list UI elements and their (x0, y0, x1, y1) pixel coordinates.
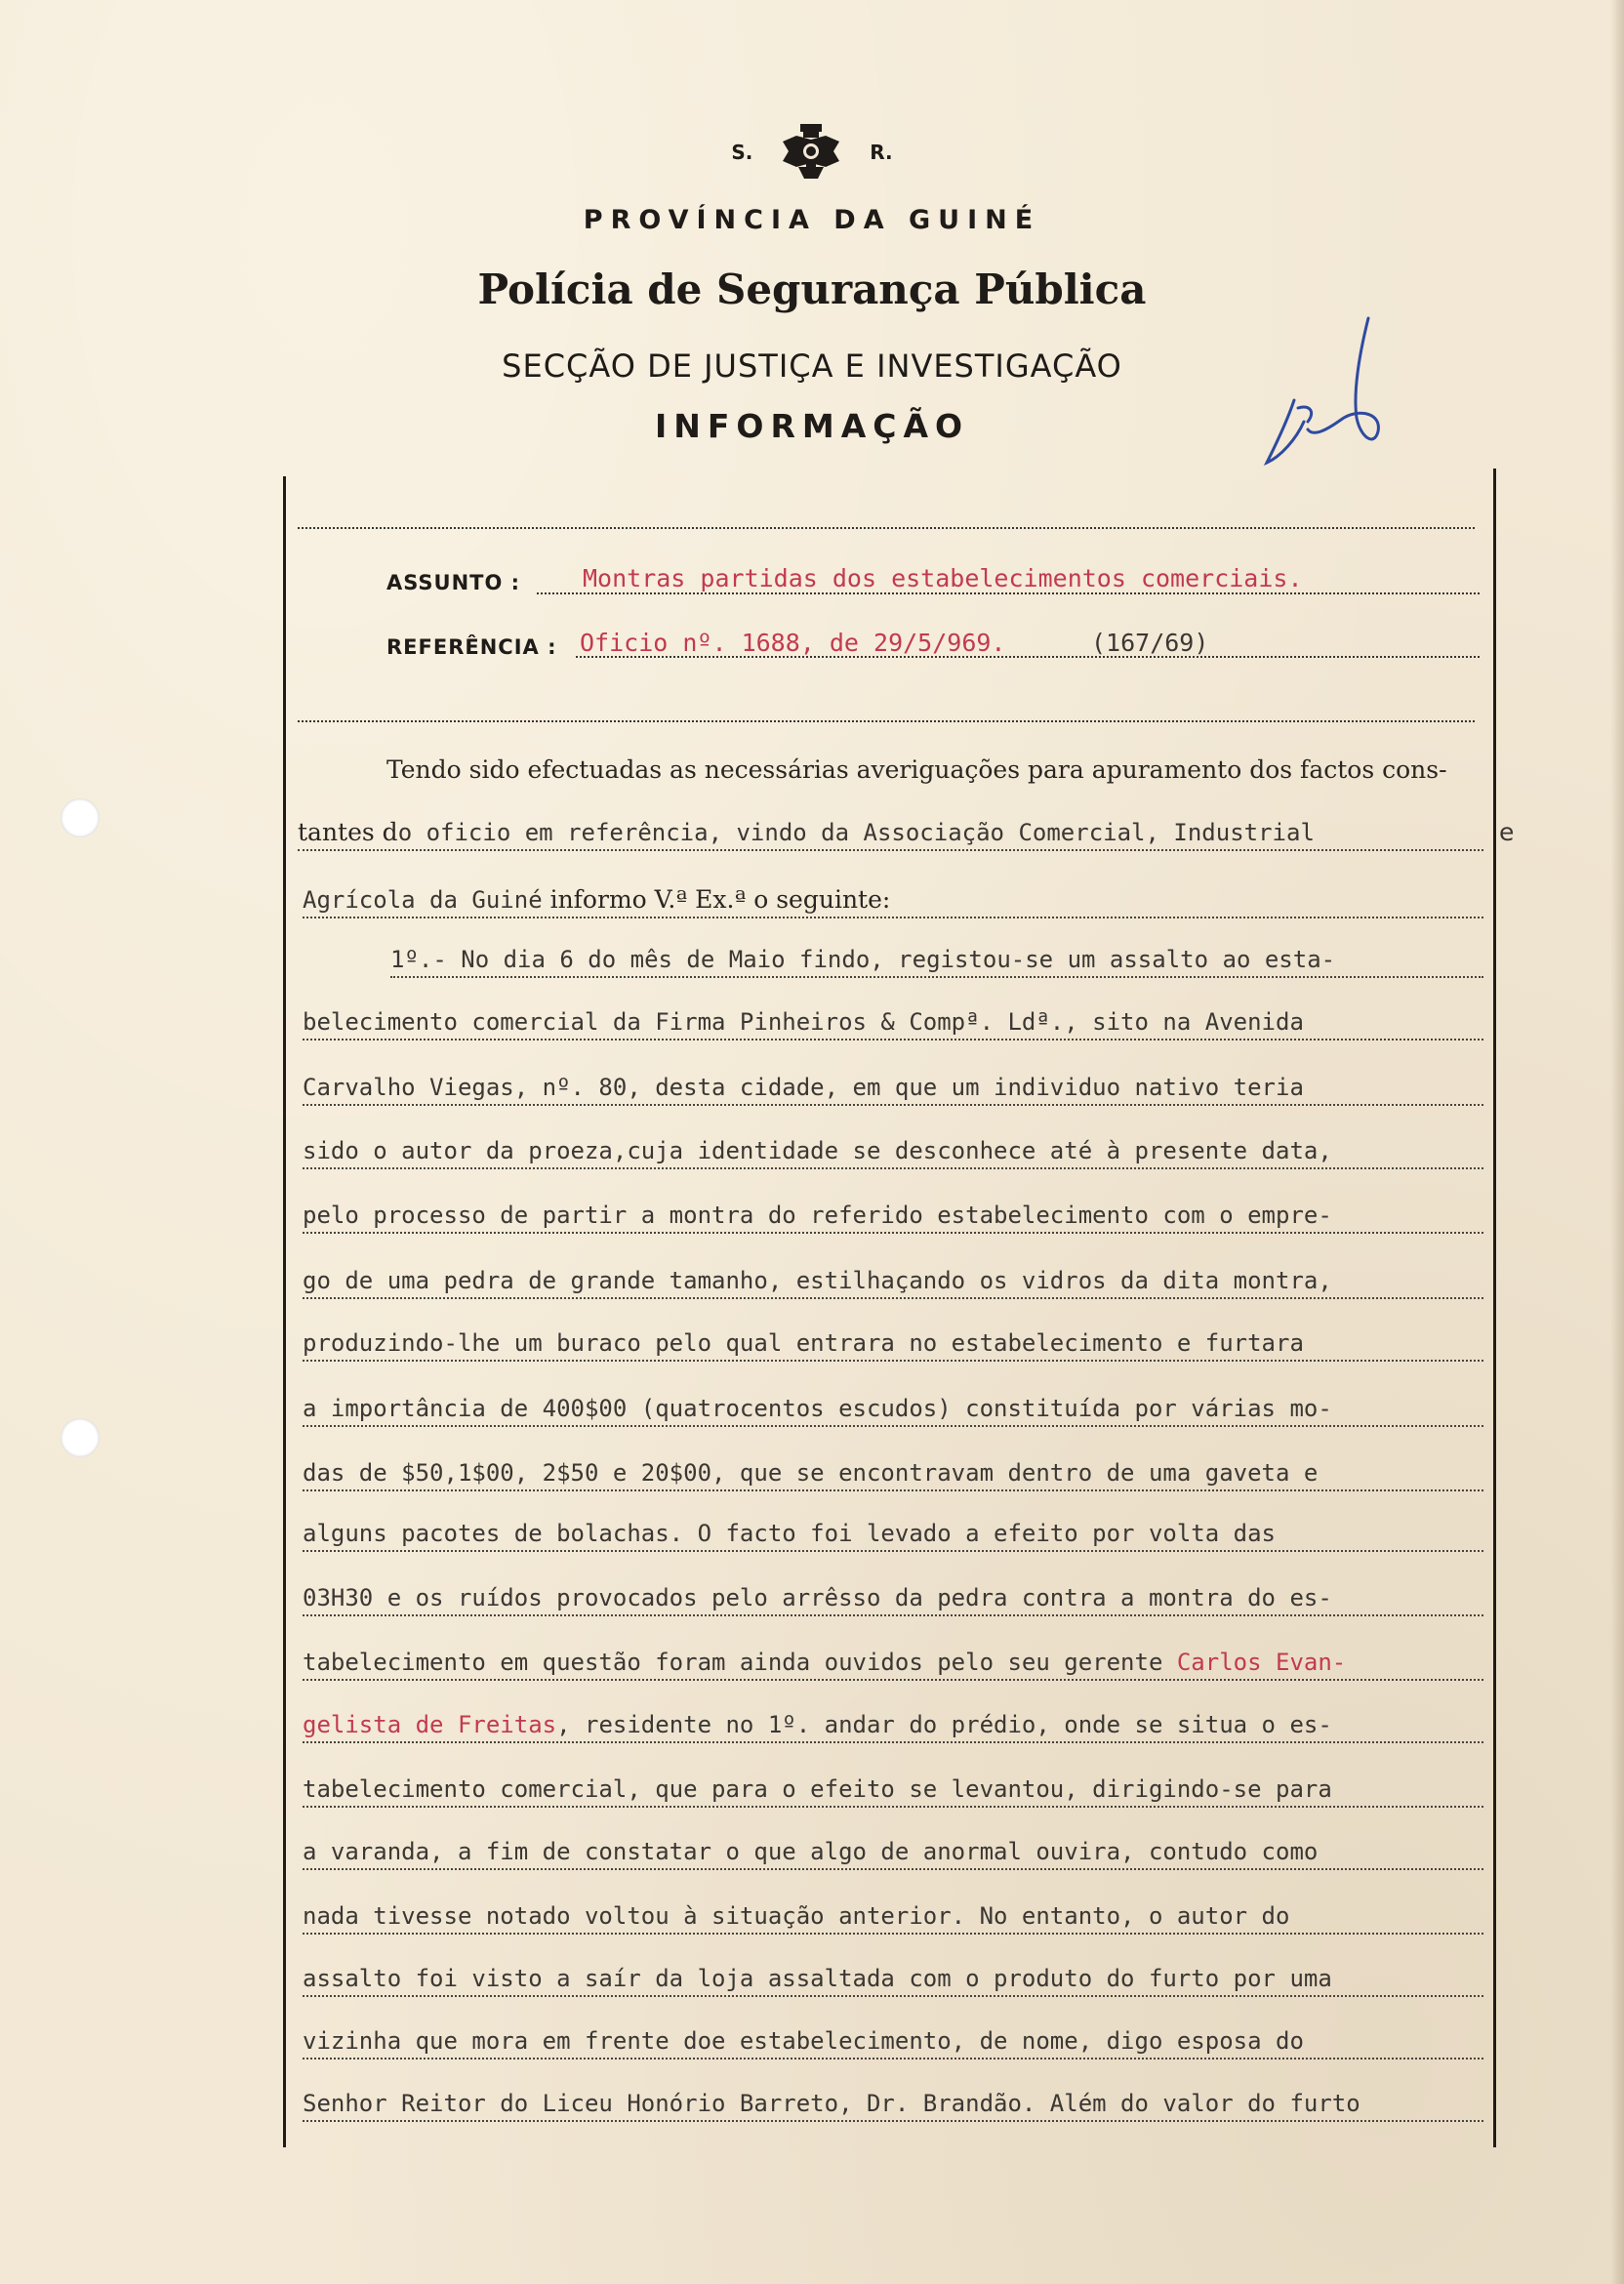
body-line-18: a varanda, a fim de constatar o que algo de anormal ouvira, contudo como (303, 1835, 1483, 1870)
agency-title: Polícia de Segurança Pública (477, 265, 1147, 313)
referencia-underline (576, 656, 1480, 658)
frame-right-line (1493, 469, 1496, 2147)
body-line-12: das de $50,1$00, 2$50 e 20$00, que se encontravam dentro de uma gaveta e (303, 1456, 1483, 1491)
seal-right-letter: R. (870, 141, 893, 164)
assunto-label: ASSUNTO : (386, 571, 521, 594)
body-line-20: assalto foi visto a saír da loja assaltada com o produto do furto por uma (303, 1962, 1483, 1997)
frame-left-line (283, 476, 286, 2147)
body-line-10: produzindo-lhe um buraco pelo qual entrara no estabelecimento e furtara (303, 1326, 1483, 1362)
body-line-13: alguns pacotes de bolachas. O facto foi levado a efeito por volta das (303, 1517, 1483, 1552)
seal-left-letter: S. (731, 141, 753, 164)
body-line-2-typed: o oficio em referência, vindo da Associação Comercial, Industrial (397, 819, 1315, 846)
page-edge-shadow (1610, 0, 1624, 2284)
body-line-19: nada tivesse notado voltou à situação anterior. No entanto, o autor do (303, 1899, 1483, 1935)
seal-row (0, 122, 1624, 183)
body-line-21: vizinha que mora em frente doe estabelecimento, de nome, digo esposa do (303, 2024, 1483, 2060)
body-line-3-serif: informo V.ª Ex.ª o seguinte: (542, 885, 891, 914)
body-line-16 (303, 1708, 1483, 1743)
manager-name-part-2: gelista de Freitas (303, 1711, 557, 1738)
body-line-15 (303, 1646, 1483, 1681)
body-line-17: tabelecimento comercial, que para o efeito se levantou, dirigindo-se para (303, 1773, 1483, 1808)
handwritten-signature (1259, 310, 1386, 476)
body-line-9: go de uma pedra de grande tamanho, estilhaçando os vidros da dita montra, (303, 1264, 1483, 1299)
document-type: INFORMAÇÃO (654, 407, 970, 445)
section-title: SECÇÃO DE JUSTIÇA E INVESTIGAÇÃO (502, 347, 1122, 385)
referencia-extra: (167/69) (1091, 629, 1209, 657)
punch-hole (61, 1418, 100, 1457)
body-line-1: Tendo sido efectuadas as necessárias averiguações para apuramento dos factos cons- (386, 755, 1447, 784)
referencia-value: Oficio nº. 1688, de 29/5/969. (580, 629, 1006, 657)
referencia-label: REFERÊNCIA : (386, 635, 557, 659)
body-line-11: a importância de 400$00 (quatrocentos escudos) constituída por várias mo- (303, 1392, 1483, 1427)
province-title: PROVÍNCIA DA GUINÉ (583, 205, 1041, 235)
coat-of-arms-icon (777, 122, 845, 183)
assunto-underline (537, 592, 1480, 594)
body-line-2-overflow: e (1499, 818, 1515, 846)
body-line-16-text: , residente no 1º. andar do prédio, onde se situa o es- (556, 1711, 1332, 1738)
separator-line (298, 720, 1475, 722)
body-line-2-start: tantes d (298, 818, 398, 846)
manager-name-part-1: Carlos Eva (1176, 1649, 1319, 1676)
body-line-6: Carvalho Viegas, nº. 80, desta cidade, em que um individuo nativo teria (303, 1071, 1483, 1106)
body-line-15-end: n- (1318, 1649, 1347, 1676)
assunto-value: Montras partidas dos estabelecimentos comerciais. (583, 564, 1303, 592)
body-line-7: sido o autor da proeza,cuja identidade se desconhece até à presente data, (303, 1134, 1483, 1169)
body-line-5: belecimento comercial da Firma Pinheiros & Compª. Ldª., sito na Avenida (303, 1005, 1483, 1040)
body-line-14: 03H30 e os ruídos provocados pelo arrêsso da pedra contra a montra do es- (303, 1581, 1483, 1616)
body-line-2 (298, 816, 1483, 851)
body-line-4: 1º.- No dia 6 do mês de Maio findo, registou-se um assalto ao esta- (390, 943, 1483, 978)
body-line-3-typed: Agrícola da Guiné (303, 886, 543, 914)
body-line-15-text: tabelecimento em questão foram ainda ouvidos pelo seu gerente (303, 1649, 1177, 1676)
separator-line (298, 527, 1475, 529)
body-line-22: Senhor Reitor do Liceu Honório Barreto, Dr. Brandão. Além do valor do furto (303, 2087, 1483, 2122)
body-line-3 (303, 883, 1483, 918)
body-line-8: pelo processo de partir a montra do referido estabelecimento com o empre- (303, 1199, 1483, 1234)
punch-hole (61, 798, 100, 837)
